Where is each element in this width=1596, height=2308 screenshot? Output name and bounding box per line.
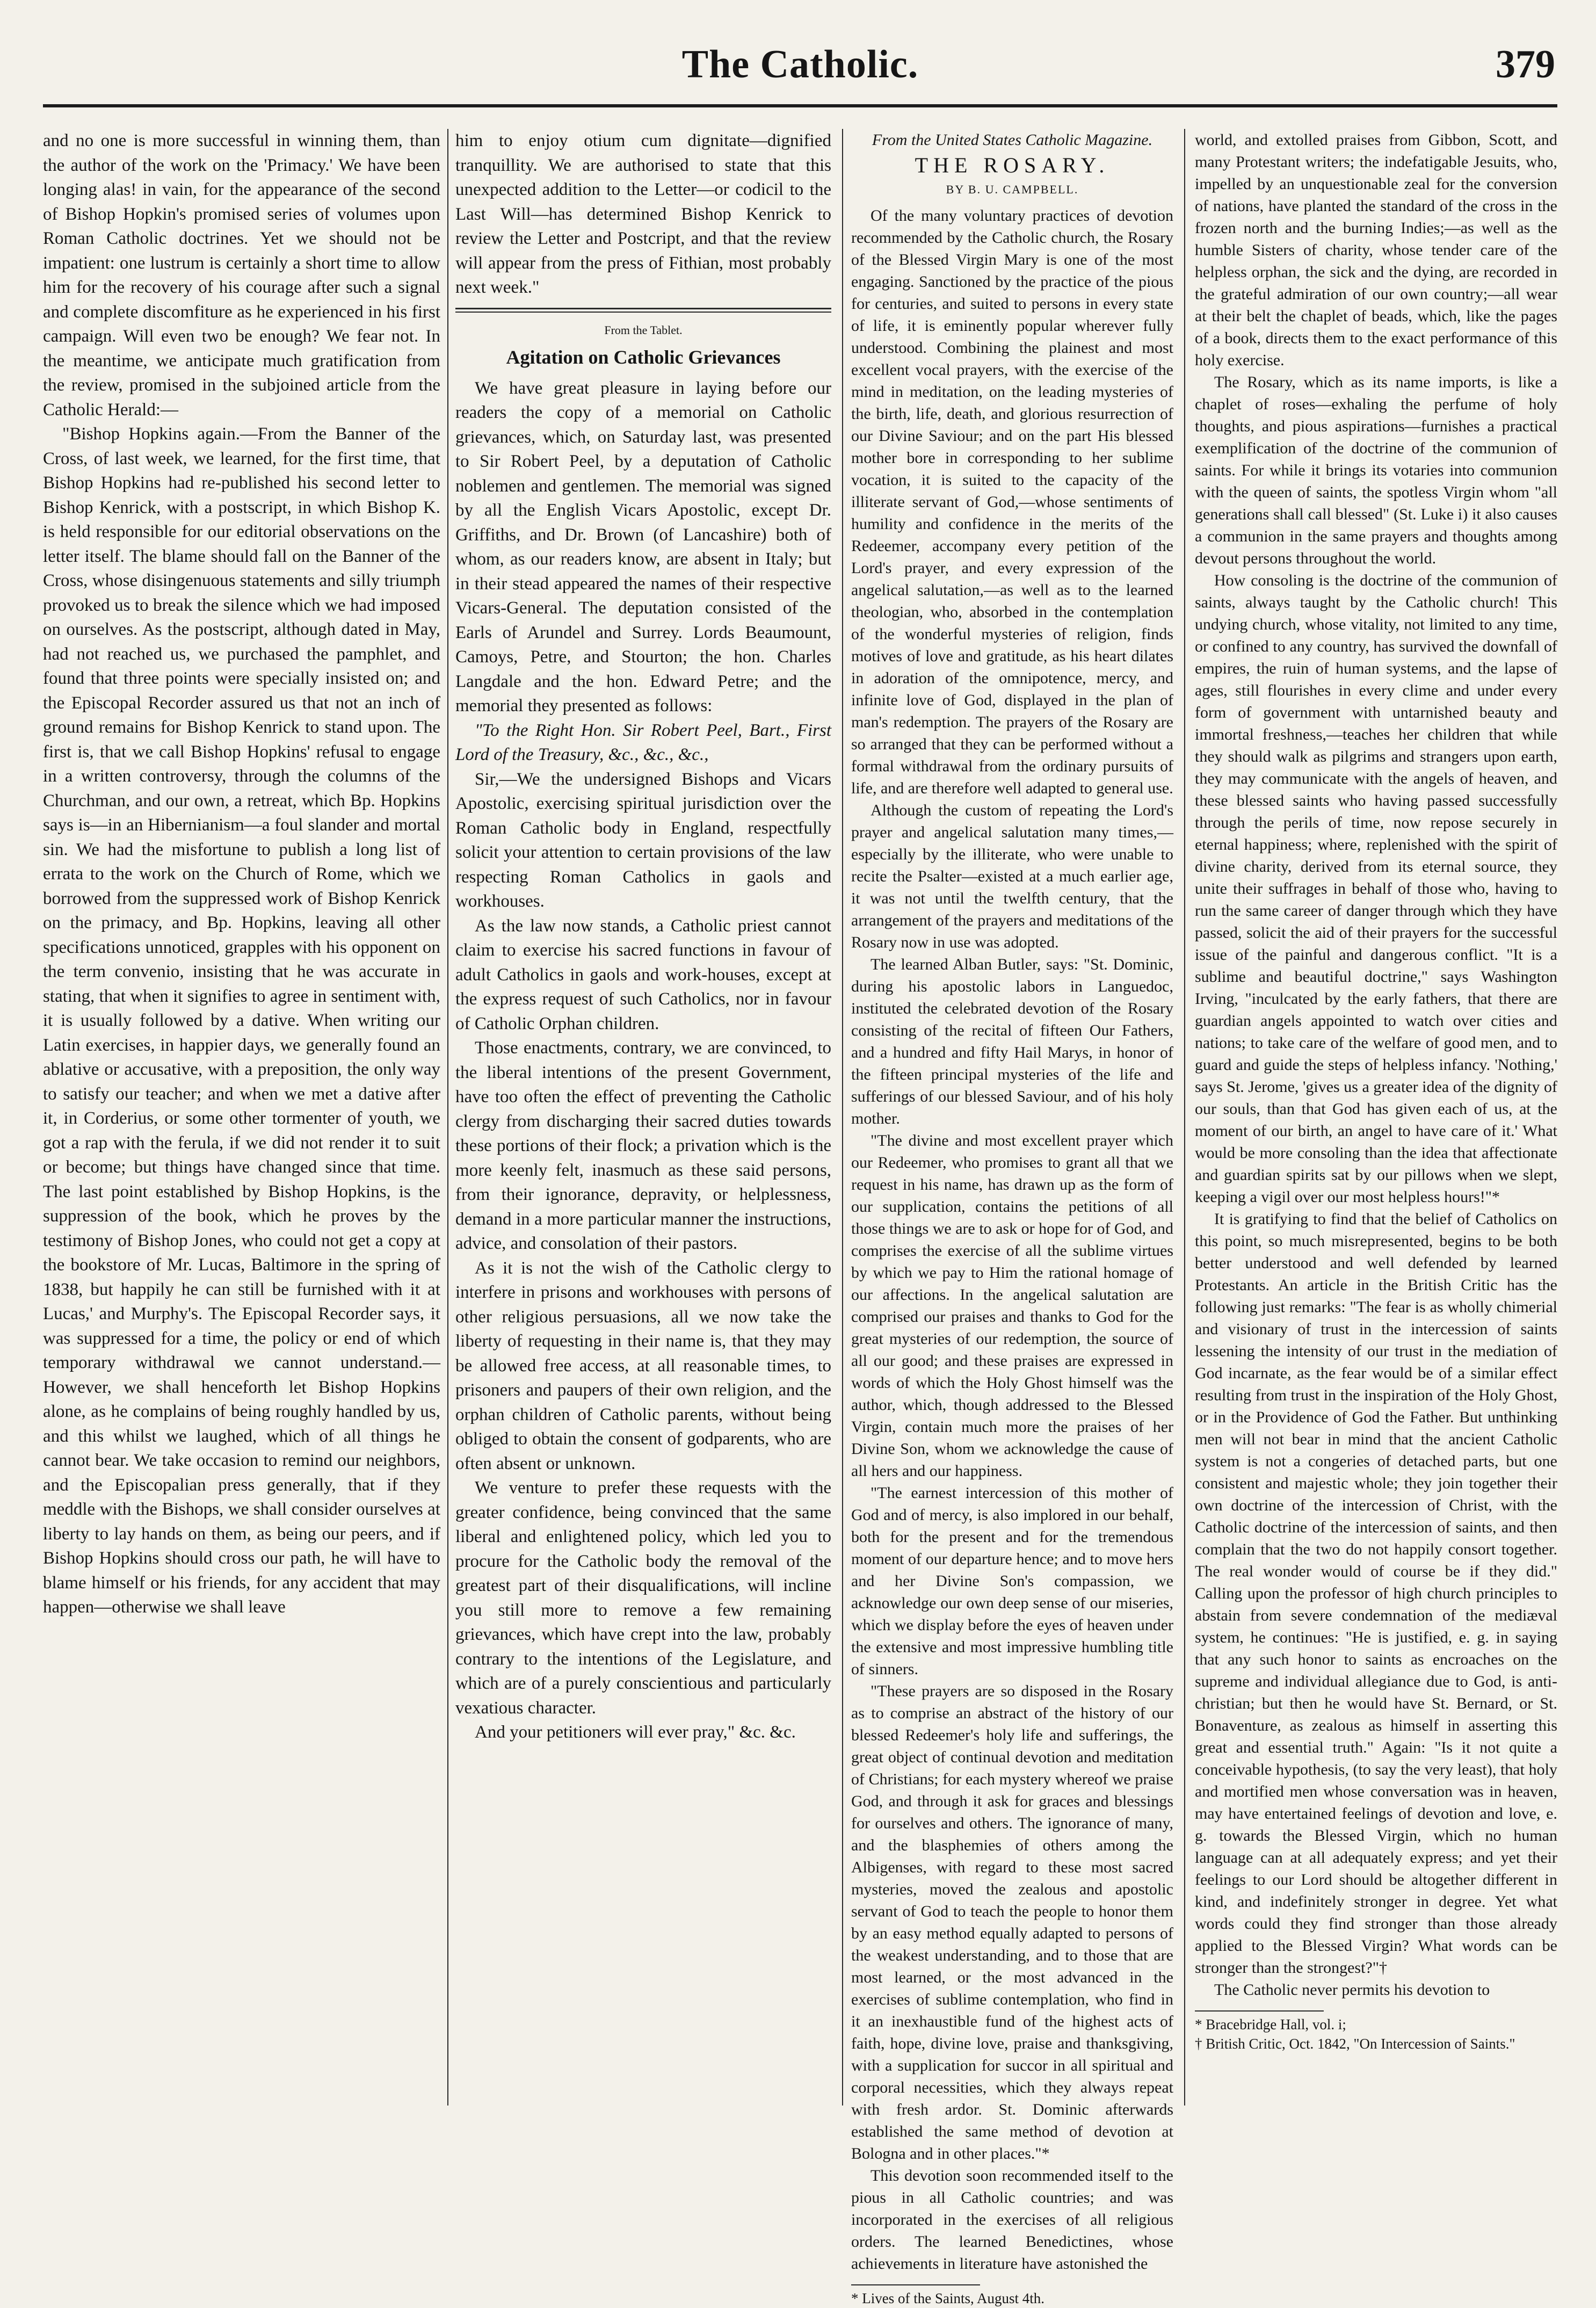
paragraph: And your petitioners will ever pray," &c. &c. [475,1723,796,1742]
footnote: * Lives of the Saints, August 4th. [851,2290,1044,2306]
paragraph: How consoling is the doctrine of the communion of saints, always taught by the Catholic church! This undying church, whose vitality, not limited to any time, or confined to any country, has survived the downfall of empires, the ruin of human systems, and the lapse of ages, still flourishes in every clime and under every form of government with untarnished beauty and immortal freshness,—teaches her children that while they should walk as pilgrims and strangers upon earth, they may communicate with the angels of heaven, and these blessed saints who having passed successfully through the perils of time, now repose securely in eternal happiness; where, replenished with the spirit of divine charity, derived from its eternal source, they unite their suffrages in behalf of those who, having to run the same career of danger through which they have passed, solicit the aid of their prayers for the successful issue of the painful and dangerous conflict. "It is a sublime and beautiful doctrine," says Washington Irving, "inculcated by the early fathers, that there are guardian angels appointed to watch over cities and nations; to take care of the welfare of good men, and to guard and guide the steps of helpless infancy. 'Nothing,' says St. Jerome, 'gives us a greater idea of the dignity of our souls, than that God has given each of us, at the moment of our birth, an angel to have care of it.' What would be more consoling than the idea that affectionate and guardian spirits sat by our pillows when we slept, keeping a vigil over our most helpless hours!"* [1195,571,1557,1206]
article-source: From the Tablet. [604,323,683,337]
article-source: From the United States Catholic Magazine. [872,131,1153,149]
paragraph: This devotion soon recommended itself to the pious in all Catholic countries; and was incorporated in the exercises of all religious orders. The learned Benedictines, whose achievements in literature have astonished the [851,2167,1173,2273]
paragraph: As it is not the wish of the Catholic clergy to interfere in prisons and workhouses with persons of other religious persuasions, all we now take the liberty of requesting in their name is, that they may be allowed free access, at all reasonable times, to prisoners and paupers of their own religion, and the orphan children of Catholic parents, without being obliged to obtain the consent of godparents, who are often absent or unknown. [455,1258,831,1473]
paragraph: We have great pleasure in laying before our readers the copy of a memorial on Catholic grievances, which, on Saturday last, was presented to Sir Robert Peel, by a deputation of Catholic noblemen and gentlemen. The memorial was signed by all the English Vicars Apostolic, except Dr. Griffiths, and Dr. Brown (of Lancashire) both of whom, as our readers know, are absent in Italy; but in their stead appeared the names of their respective Vicars-General. The deputation consisted of the Earls of Arundel and Surrey. Lords Beaumount, Camoys, Petre, and Stourton; the hon. Charles Langdale and the hon. Edward Petre; and the memorial they presented as follows: [455,378,831,715]
column-4 [1195,129,1557,2138]
section-rule [455,308,831,313]
column-divider [447,129,448,2106]
column-divider [1184,129,1185,2106]
paragraph: "The divine and most excellent prayer which our Redeemer, who promises to grant all that we request in his name, has drawn up as the form of our supplication, contains the petitions of all those things we are to ask or hope for of God, and comprises the exercise of all the sublime virtues by which we pay to Him the rational homage of our affections. In the angelical salutation are comprised our praises and thanks to God for the great mysteries of our redemption, the source of all our good; and these praises are expressed in words of which the Holy Ghost himself was the author, which, though addressed to the Blessed Virgin, contain much more the praises of her Divine Son, whom we acknowledge the cause of all hers and our happiness. [851,1132,1173,1480]
article-headline: Agitation on Catholic Grievances [506,346,781,368]
footnote-rule [1195,2010,1324,2012]
column-3 [851,129,1173,2306]
column-2 [455,129,831,2138]
footnote: * Bracebridge Hall, vol. i; [1195,2016,1346,2032]
column-1 [43,129,440,2138]
masthead [43,32,1557,107]
paragraph: The Catholic never permits his devotion to [1214,1981,1490,1999]
paragraph: Those enactments, contrary, we are convinced, to the liberal intentions of the present Government, have too often the effect of preventing the Catholic clergy from discharging their sacred duties towards these portions of their flock; a privation which is the more keenly felt, inasmuch as these said persons, from their ignorance, depravity, or helplessness, demand in a more particular manner the instructions, advice, and consolation of their pastors. [455,1038,831,1253]
footnote-rule [851,2284,980,2285]
column-divider [842,129,843,2106]
byline: BY B. U. CAMPBELL. [946,183,1079,196]
page-number: 379 [1496,42,1555,86]
paragraph: Of the many voluntary practices of devotion recommended by the Catholic church, the Rosary of the Blessed Virgin Mary is one of the most engaging. Sanctioned by the practice of the pious for centuries, and suited to persons in every state of life, it is eminently popular wherever fully understood. Combining the plainest and most excellent vocal prayers, with the exercise of the mind in meditation, on the leading mysteries of the birth, life, death, and glorious resurrection of our Divine Saviour; and on the part His blessed mother bore in corresponding to her sublime vocation, it is suited to the capacity of the illiterate servant of God,—whose sentiments of humility and confidence in the merits of the Redeemer, accompany every petition of the Lord's prayer, and every expression of the angelical salutation,—as well as to the learned theologian, who, absorbed in the contemplation of the wonderful mysteries of religion, finds motives of love and gratitude, as his heart dilates in adoration of the omnipotence, mercy, and infinite love of God, displayed in the plan of man's redemption. The prayers of the Rosary are so arranged that they can be performed without a formal withdrawal from the ordinary pursuits of life, and are therefore well adapted to general use. [851,207,1173,797]
paragraph: him to enjoy otium cum dignitate—dignified tranquillity. We are authorised to state that this unexpected addition to the Letter—or codicil to the Last Will—has determined Bishop Kenrick to review the Letter and Postcript, and that the review will appear from the press of Fithian, most probably next week." [455,131,831,297]
paragraph: "These prayers are so disposed in the Rosary as to comprise an abstract of the history of our blessed Redeemer's holy life and sufferings, the great object of continual devotion and meditation of Christians; for each mystery whereof we praise God, and through it ask for graces and blessings for ourselves and others. The ignorance of many, and the blasphemies of others among the Albigenses, with regard to these most sacred mysteries, moved the zealous and apostolic servant of God to teach the people to honor them by an easy method equally adapted to persons of the weakest understanding, and to those that are most learned, or the most advanced in the exercises of sublime contemplation, who find in it an inexhaustible fund of the highest acts of faith, hope, divine love, praise and thanksgiving, with a supplication for succor in all spiritual and corporal necessities, which they always repeat with fresh ardor. St. Dominic afterwards established the same method of devotion at Bologna and in other places."* [851,1682,1173,2162]
paragraph: The learned Alban Butler, says: "St. Dominic, during his apostolic labors in Languedoc, instituted the celebrated devotion of the Rosary consisting of the recital of fifteen Our Fathers, and a hundred and fifty Hail Marys, in honor of the fifteen principal mysteries of the life and sufferings of our blessed Saviour, and of his holy mother. [851,956,1173,1127]
journal-title: The Catholic. [681,42,919,86]
article-headline: THE ROSARY. [915,153,1110,177]
paragraph: "The earnest intercession of this mother of God and of mercy, is also implored in our behalf, both for the present and for the tremendous moment of our departure hence; and to move hers and her Divine Son's compassion, we acknowledge our own deep sense of our miseries, which we display before the eyes of heaven under the extensive and most impressive humbling title of sinners. [851,1484,1173,1678]
header-rule [43,104,1557,107]
paragraph: Sir,—We the undersigned Bishops and Vicars Apostolic, exercising spiritual jurisdiction over the Roman Catholic body in England, respectfully solicit your attention to certain provisions of the law respecting Roman Catholics in gaols and workhouses. [455,769,831,911]
paragraph: "Bishop Hopkins again.—From the Banner of the Cross, of last week, we learned, for the first time, that Bishop Hopkins had re-published his second letter to Bishop Kenrick, with a postscript, in which Bishop K. is held responsible for our editorial observations on the letter itself. The blame should fall on the Banner of the Cross, whose disingenuous statements and silly triumph provoked us to break the silence which we had imposed on ourselves. As the postscript, although dated in May, had not reached us, we purchased the pamphlet, and found that three points were specially insisted on; and the Episcopal Recorder assured us that not an inch of ground remains for Bishop Kenrick to stand upon. The first is, that we call Bishop Hopkins' refusal to engage in a written controversy, through the columns of the Churchman, and our own, a retreat, which Bp. Hopkins says is—in an Hibernianism—a foul slander and mortal sin. We had the misfortune to publish a long list of errata to the work on the Church of Rome, which we borrowed from the suppressed work of Bishop Kenrick on the primacy, and Bp. Hopkins, leaving all other specifications unnoticed, grapples with his opponent on the term convenio, insisting that he was accurate in stating, that when it signifies to agree in sentiment with, it is usually followed by a dative. When writing our Latin exercises, in happier days, we generally found an ablative or accusative, with a preposition, the only way to satisfy our teacher; and when we met a dative after it, in Corderius, or some other tormenter of youth, we got a rap with the ferula, if we did not render it to suit or become; but things have changed since that time. The last point established by Bishop Hopkins, is the suppression of the book, which he proves by the testimony of Bishop Jones, who could not get a copy at the bookstore of Mr. Lucas, Baltimore in the spring of 1838, but happily he can still be furnished with it at Lucas,' and Murphy's. The Episcopal Recorder says, it was suppressed for a time, the policy or end of which temporary withdrawal we cannot understand.—However, we shall henceforth let Bishop Hopkins alone, as he complains of being roughly handled by us, and this whilst we laughed, which of all things he cannot bear. We take occasion to remind our neighbors, and the Episcopalian press generally, that if they meddle with the Bishops, we shall consider ourselves at liberty to lay hands on them, as being our peers, and if Bishop Hopkins should cross our path, he will have to blame himself or his friends, for any accident that may happen—otherwise we shall leave [43,424,440,1617]
paragraph: and no one is more successful in winning them, than the author of the work on the 'Primacy.' We have been longing alas! in vain, for the appearance of the second of Bishop Hopkin's promised series of volumes upon Roman Catholic doctrines. Yet we should not be impatient: one lustrum is certainly a short time to allow him for the recovery of his courage after such a signal and complete discomfiture as he experienced in his first campaign. Will even two be enough? We fear not. In the meantime, we anticipate much gratification from the review, promised in the subjoined article from the Catholic Herald:— [43,131,440,419]
footnote: † British Critic, Oct. 1842, "On Intercession of Saints." [1195,2036,1515,2052]
paragraph: The Rosary, which as its name imports, is like a chaplet of roses—exhaling the perfume of holy thoughts, and pious aspirations—furnishes a practical exemplification of the doctrine of the communion of saints. For while it brings its votaries into communion with the queen of saints, the spotless Virgin whom "all generations shall call blessed" (St. Luke i) it also causes a communion in the same prayers and thoughts among devout persons throughout the world. [1195,373,1557,567]
memorial-address: "To the Right Hon. Sir Robert Peel, Bart., First Lord of the Treasury, &c., &c., &c., [455,720,831,764]
paragraph: world, and extolled praises from Gibbon, Scott, and many Protestant writers; the indefatigable Jesuits, who, impelled by an unquestionable zeal for the conversion of nations, have planted the standard of the cross in the frozen north and the burning Indies;—as well as the humble Sisters of charity, whose tender care of the helpless orphan, the sick and the dying, are recorded in the grateful admiration of our own country;—all wear at their belt the chaplet of beads, which, like the pages of a book, directs them to the exact performance of this holy exercise. [1195,131,1557,369]
paragraph: As the law now stands, a Catholic priest cannot claim to exercise his sacred functions in favour of adult Catholics in gaols and work-houses, except at the express request of such Catholics, nor in favour of Catholic Orphan children. [455,916,831,1033]
paragraph: We venture to prefer these requests with the greater confidence, being convinced that the same liberal and enlightened policy, which led you to procure for the Catholic body the removal of the greatest part of their disqualifications, will incline you still more to remove a few remaining grievances, which have crept into the law, probably contrary to the intentions of the Legislature, and which are of a purely conscientious and particularly vexatious character. [455,1478,831,1718]
paragraph: Although the custom of repeating the Lord's prayer and angelical salutation many times,—especially by the illiterate, who were unable to recite the Psalter—existed at a much earlier age, it was not until the twelfth century, that the arrangement of the prayers and meditations of the Rosary now in use was adopted. [851,801,1173,951]
paragraph: It is gratifying to find that the belief of Catholics on this point, so much misrepresented, begins to be both better understood and well defended by learned Protestants. An article in the British Critic has the following just remarks: "The fear is as wholly chimerial and visionary of trust in the intercession of saints lessening the intensity of our trust in the mediation of God incarnate, as the fear would be of a similar effect resulting from trust in the inspiration of the Holy Ghost, or in the Providence of God the Father. But unthinking men will not bear in mind that the ancient Catholic system is not a congeries of detached parts, but one consistent and majestic whole; they join together their own doctrine of the intercession of Christ, with the Catholic doctrine of the intercession of saints, and then complain that the two do not happily consort together. The real wonder would of course be if they did." Calling upon the professor of high church principles to abstain from severe condemnation of the mediæval system, he continues: "He is justified, e. g. in saying that any such honor to saints as encroaches on the supreme and individual allegiance due to God, is anti-christian; but then he would have St. Bernard, or St. Bonaventure, as zealous as himself in asserting this great and essential truth." Again: "Is it not quite a conceivable hypothesis, (to say the very least), that holy and mortified men whose conversation was in heaven, may have entertained feelings of devotion and love, e. g. towards the Blessed Virgin, which no human language can at all adequately express; and yet their feelings to our Lord should be altogether different in kind, and indefinitely stronger in degree. Yet what words could they find stronger than those already applied to the Blessed Virgin? What words can be stronger than the strongest?"† [1195,1210,1557,1977]
